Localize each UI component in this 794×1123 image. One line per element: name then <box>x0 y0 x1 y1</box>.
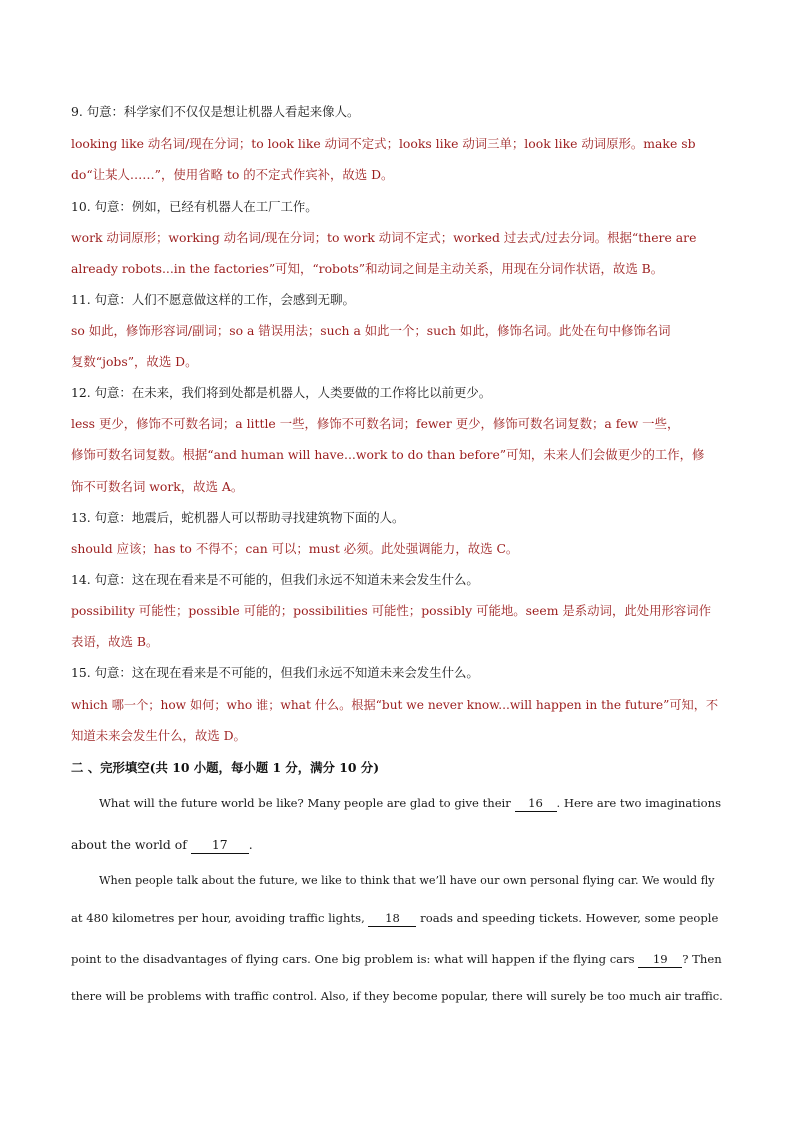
explanation-14-meaning: 14. 句意：这在现在看来是不可能的，但我们永远不知道未来会发生什么。 <box>71 572 479 587</box>
explanation-12-line-3: 饰不可数名词 work，故选 A。 <box>71 479 244 494</box>
passage-paragraph-1-line-1 <box>99 795 721 812</box>
explanation-10-line-2: already robots...in the factories”可知，“robots”和动词之间是主动关系，用现在分词作状语，故选 B。 <box>71 261 664 276</box>
explanation-12-meaning: 12. 句意：在未来，我们将到处都是机器人，人类要做的工作将比以前更少。 <box>71 385 492 400</box>
explanation-14-line-1: possibility 可能性；possible 可能的；possibilities 可能性；possibly 可能地。seem 是系动词，此处用形容词作 <box>71 603 712 618</box>
explanation-11-meaning: 11. 句意：人们不愿意做这样的工作，会感到无聊。 <box>71 292 355 307</box>
passage-text: What will the future world be like? Many people are glad to give their <box>99 796 511 810</box>
passage-paragraph-1-line-2 <box>71 837 253 854</box>
explanation-12-line-1: less 更少，修饰不可数名词；a little 一些，修饰不可数名词；fewer 更少，修饰可数名词复数；a few 一些， <box>71 416 680 431</box>
explanation-12-line-2: 修饰可数名词复数。根据“and human will have...work to do than before”可知，未来人们会做更少的工作，修 <box>71 447 705 462</box>
explanation-11-line-2: 复数“jobs”，故选 D。 <box>71 354 198 369</box>
blank-17: 17 <box>191 837 249 854</box>
explanation-15-line-1: which 哪一个；how 如何；who 谁；what 什么。根据“but we never know...will happen in the future”可知，不 <box>71 698 719 712</box>
explanation-14-line-2: 表语，故选 B。 <box>71 634 159 649</box>
explanation-9-line-1: looking like 动名词/现在分词；to look like 动词不定式；looks like 动词三单；look like 动词原形。make sb <box>71 136 696 151</box>
passage-text: ? Then <box>682 952 722 966</box>
passage-text: there will be problems with traffic control. Also, if they become popular, there will surely be too much air traffic. <box>71 989 723 1003</box>
explanation-13-line-1: should 应该；has to 不得不；can 可以；must 必须。此处强调能力，故选 C。 <box>71 541 519 556</box>
blank-16: 16 <box>515 795 557 812</box>
explanation-9-line-2: do“让某人……”，使用省略 to 的不定式作宾补，故选 D。 <box>71 167 394 182</box>
passage-paragraph-2-line-3 <box>71 951 722 968</box>
passage-text: When people talk about the future, we like to think that we’ll have our own personal flying car. We would fly <box>99 874 715 887</box>
explanation-13-meaning: 13. 句意：地震后，蛇机器人可以帮助寻找建筑物下面的人。 <box>71 510 405 525</box>
passage-text: point to the disadvantages of flying cars. One big problem is: what will happen if the flying cars <box>71 952 635 966</box>
blank-18: 18 <box>368 910 416 927</box>
passage-paragraph-2-line-2 <box>71 910 718 927</box>
blank-19: 19 <box>638 951 682 968</box>
section-heading: 二 、完形填空(共 10 小题，每小题 1 分，满分 10 分) <box>71 760 380 775</box>
passage-text: . Here are two imaginations <box>556 796 722 810</box>
explanation-10-line-1: work 动词原形；working 动名词/现在分词；to work 动词不定式；worked 过去式/过去分词。根据“there are <box>71 230 697 245</box>
explanation-15-meaning: 15. 句意：这在现在看来是不可能的，但我们永远不知道未来会发生什么。 <box>71 665 479 680</box>
passage-text: roads and speeding tickets. However, some people <box>420 911 719 925</box>
passage-paragraph-2-line-4 <box>71 988 723 1004</box>
passage-text: about the world of <box>71 837 187 852</box>
explanation-11-line-1: so 如此，修饰形容词/副词；so a 错误用法；such a 如此一个；such 如此，修饰名词。此处在句中修饰名词 <box>71 323 671 338</box>
explanation-10-meaning: 10. 句意：例如，已经有机器人在工厂工作。 <box>71 199 318 214</box>
passage-paragraph-2-line-1 <box>99 873 715 889</box>
explanation-9-meaning: 9. 句意：科学家们不仅仅是想让机器人看起来像人。 <box>71 104 360 119</box>
passage-text: at 480 kilometres per hour, avoiding traffic lights, <box>71 911 365 925</box>
passage-text: . <box>248 837 253 852</box>
explanation-15-line-2: 知道未来会发生什么，故选 D。 <box>71 728 246 743</box>
